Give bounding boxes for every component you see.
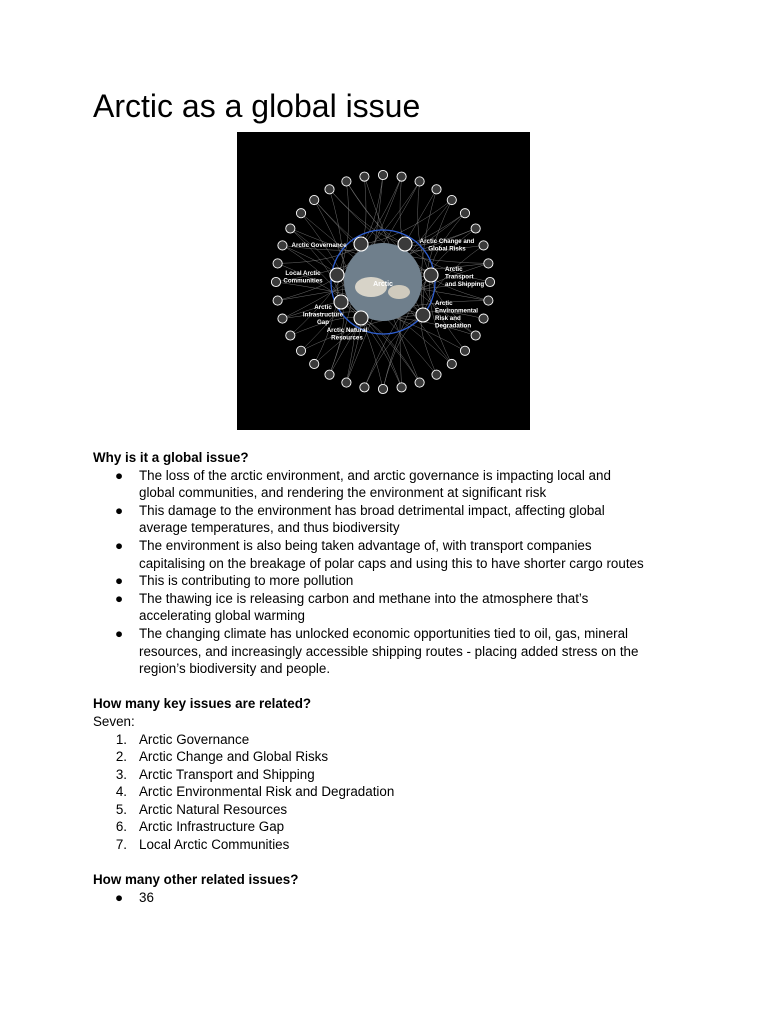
arctic-network-diagram [237,132,530,430]
outer-node [271,277,280,286]
bullet-item [93,889,693,907]
key-issue-item [93,836,693,854]
section-heading-other-issues: How many other related issues? [93,872,299,888]
bullet-text-line: The changing climate has unlocked economic opportunities tied to oil, gas, mineral [139,625,629,641]
outer-node [360,172,369,181]
section-heading-key-issues: How many key issues are related? [93,696,312,712]
key-issue-label: Gap [316,319,330,326]
list-number: 1. [115,731,127,747]
key-issue-item [93,731,693,749]
key-issue-label: Arctic Governance [291,242,347,249]
bullet-mark: ● [115,467,124,483]
key-issue-text: Arctic Governance [139,731,250,747]
bullet-text-line: global communities, and rendering the environment at significant risk [139,485,547,501]
key-issue-text: Arctic Infrastructure Gap [139,819,285,835]
bullet-mark: ● [115,537,124,553]
key-node [334,295,348,309]
bullet-item [93,572,693,590]
key-node [354,237,368,251]
document-body [93,449,693,906]
bullet-item [93,467,693,502]
outer-node [484,259,493,268]
bullet-text-line: The loss of the arctic environment, and arctic governance is impacting local and [139,467,611,483]
bullet-text-line: The environment is also being taken advantage of, with transport companies [139,537,592,553]
outer-node [273,296,282,305]
list-number: 3. [115,766,127,782]
key-issue-text: Arctic Transport and Shipping [139,766,315,782]
bullet-text-line: region’s biodiversity and people. [139,661,331,677]
outer-node [378,170,387,179]
list-number: 2. [115,749,127,765]
key-issue-label: Communities [283,277,323,285]
bullet-item [93,502,693,537]
key-node [354,311,368,325]
key-issue-label: Infrastructure [302,311,344,319]
bullet-mark: ● [115,573,124,589]
bullet-mark: ● [115,889,124,905]
outer-node [378,384,387,393]
outer-node [447,195,456,204]
key-node [330,268,344,282]
bullet-text-line: capitalising on the breakage of polar caps and using this to have shorter cargo routes [139,555,644,571]
outer-node [484,296,493,305]
outer-node [479,314,488,323]
outer-node [471,224,480,233]
key-issues-list [93,731,693,854]
outer-node [397,383,406,392]
bullet-text-line: This damage to the environment has broad detrimental impact, affecting global [139,502,605,518]
key-node [398,237,412,251]
key-issue-label: Environmental [435,307,478,315]
key-issue-label: Risk and [435,315,461,322]
key-issue-label: Arctic [314,304,332,311]
outer-node [447,359,456,368]
outer-node [360,383,369,392]
outer-node [471,331,480,340]
bullet-item [93,537,693,572]
bullet-text-line: average temperatures, and thus biodiversity [139,520,400,536]
key-issue-label: Arctic Natural [326,327,368,334]
key-node [416,308,430,322]
key-node [424,268,438,282]
key-issue-text: Arctic Natural Resources [139,801,288,817]
key-issue-label: Resources [331,334,363,342]
key-issue-item [93,818,693,836]
key-issue-label: Local Arctic [285,270,321,277]
outer-node [397,172,406,181]
center-label: Arctic [373,281,393,288]
outer-node [485,277,494,286]
connection-line [361,318,420,383]
key-issue-text: Arctic Environmental Risk and Degradation [139,784,395,800]
outer-node [310,359,319,368]
outer-node [310,195,319,204]
bullet-item [93,625,693,678]
bullet-text-line: resources, and increasingly accessible shipping routes - placing added stress on the [139,643,639,659]
outer-node [460,209,469,218]
bullet-mark: ● [115,625,124,641]
outer-node [273,259,282,268]
key-issue-label: Degradation [435,322,472,330]
outer-node [415,177,424,186]
key-issue-label: Transport [445,273,474,281]
outer-node [342,177,351,186]
key-issue-item [93,783,693,801]
list-number: 6. [115,819,127,835]
outer-node [278,241,287,250]
key-issue-text: Arctic Change and Global Risks [139,749,329,765]
bullet-mark: ● [115,590,124,606]
bullet-text-line: accelerating global warming [139,608,305,624]
outer-node [415,378,424,387]
key-issue-item [93,801,693,819]
arctic-network-figure [237,132,530,430]
list-number: 5. [115,801,127,817]
page-title: Arctic as a global issue [93,88,421,124]
outer-node [296,209,305,218]
key-issue-label: Arctic Change and [419,238,475,245]
outer-node [460,346,469,355]
key-issue-label: Arctic [445,266,463,273]
bullet-mark: ● [115,502,124,518]
key-issue-item [93,766,693,784]
outer-node [342,378,351,387]
list-number: 7. [115,837,127,853]
why-bullet-list [93,467,693,678]
outer-node [286,224,295,233]
outer-node [432,370,441,379]
bullet-text-line: This is contributing to more pollution [139,573,354,589]
key-issue-label: and Shipping [445,281,485,288]
outer-node [278,314,287,323]
key-issue-label: Arctic [435,300,453,307]
outer-node [286,331,295,340]
bullet-text: 36 [139,889,154,905]
outer-node [479,241,488,250]
key-issue-item [93,748,693,766]
list-number: 4. [115,784,127,800]
other-issues-list [93,889,693,907]
outer-node [296,346,305,355]
bullet-text-line: The thawing ice is releasing carbon and methane into the atmosphere that’s [139,590,589,606]
connection-line [337,181,349,275]
section-heading-why: Why is it a global issue? [93,450,249,465]
outer-node [325,370,334,379]
key-issue-text: Local Arctic Communities [139,837,290,853]
outer-node [432,185,441,194]
key-issues-intro: Seven: [93,713,135,729]
outer-node [325,185,334,194]
key-issue-label: Global Risks [428,245,466,253]
bullet-item [93,590,693,625]
connection-line [418,181,431,275]
